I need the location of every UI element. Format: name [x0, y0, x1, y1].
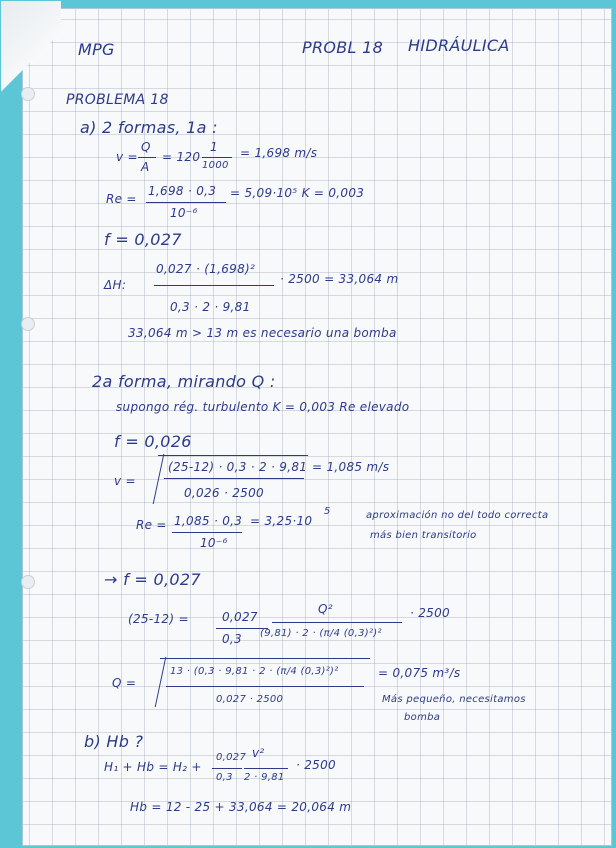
headloss-den: 0,3 · 2 · 9,81	[170, 300, 251, 314]
binder-hole	[21, 317, 35, 331]
headloss-num: 0,027 · (1,698)²	[156, 262, 256, 276]
hb-eq-num1: 0,027	[216, 752, 247, 763]
headloss-lhs: ΔH:	[104, 278, 127, 292]
second-method-heading: 2a forma, mirando Q :	[92, 372, 276, 391]
reynolds2-result: = 3,25·10	[250, 514, 313, 528]
velocity-lhs: v =	[116, 150, 138, 164]
reynolds2-exponent: 5	[324, 506, 331, 517]
flow-eq-den2: (9,81) · 2 · (π/4 (0,3)²)²	[260, 628, 382, 639]
flow-num: 13 · (0,3 · 9,81 · 2 · (π/4 (0,3)²)²	[170, 666, 339, 677]
flow-eq-den1: 0,3	[222, 632, 242, 646]
hb-final: Hb = 12 - 25 + 33,064 = 20,064 m	[130, 800, 352, 814]
author-initials: MPG	[78, 40, 115, 59]
flow-lhs: Q =	[112, 676, 137, 690]
fraction-bar	[172, 532, 242, 533]
flow-eq-lhs: (25-12) =	[128, 612, 189, 626]
fraction-bar	[146, 202, 226, 203]
reynolds2-num: 1,085 · 0,3	[174, 514, 243, 528]
subject-label: HIDRÁULICA	[408, 36, 510, 55]
hb-eq-den1: 0,3	[216, 772, 233, 783]
hb-eq-num2: v²	[252, 746, 265, 760]
part-a-heading: a) 2 formas, 1a :	[80, 118, 218, 137]
velocity-num2: 1	[210, 140, 218, 154]
fraction-bar	[166, 686, 364, 687]
velocity2-den: 0,026 · 2500	[184, 486, 264, 500]
hb-eq-lhs: H₁ + Hb = H₂ +	[104, 760, 202, 774]
flow-eq-num2: Q²	[318, 602, 333, 616]
reynolds-num: 1,698 · 0,3	[148, 184, 217, 198]
flow-note-1: Más pequeño, necesitamos	[382, 694, 526, 705]
problem-title: PROBLEMA 18	[66, 92, 169, 108]
velocity2-result: = 1,085 m/s	[312, 460, 390, 474]
reynolds2-lhs: Re =	[136, 518, 167, 532]
fraction-bar	[244, 768, 288, 769]
approximation-note-1: aproximación no del todo correcta	[366, 510, 549, 521]
reynolds2-den: 10⁻⁶	[200, 536, 228, 550]
fraction-bar	[138, 157, 156, 158]
velocity-num: Q	[141, 140, 151, 154]
reynolds-lhs: Re =	[106, 192, 137, 206]
fraction-bar	[202, 157, 232, 158]
friction-factor: f = 0,027	[104, 230, 182, 249]
binder-hole	[21, 87, 35, 101]
reynolds-result: = 5,09·10⁵ K = 0,003	[230, 186, 365, 200]
hb-eq-den2: 2 · 9,81	[244, 772, 285, 783]
velocity-den: A	[141, 160, 150, 174]
headloss-result: · 2500 = 33,064 m	[280, 272, 399, 286]
friction-factor-2: f = 0,026	[114, 432, 192, 451]
hb-eq-result: · 2500	[296, 758, 336, 772]
conclusion-pump: 33,064 m > 13 m es necesario una bomba	[128, 326, 397, 340]
flow-eq-result: · 2500	[410, 606, 450, 620]
approximation-note-2: más bien transitorio	[370, 530, 477, 541]
flow-note-2: bomba	[404, 712, 441, 723]
fraction-bar	[154, 285, 274, 286]
velocity2-lhs: v =	[114, 474, 136, 488]
assumption-line: supongo rég. turbulento K = 0,003 Re elevado	[116, 400, 410, 414]
reynolds-den: 10⁻⁶	[170, 206, 198, 220]
part-b-heading: b) Hb ?	[84, 732, 144, 751]
velocity-den2: 1000	[202, 160, 229, 171]
fraction-bar	[212, 768, 242, 769]
flow-den: 0,027 · 2500	[216, 694, 284, 705]
fraction-bar	[164, 478, 304, 479]
flow-eq-num1: 0,027	[222, 610, 258, 624]
velocity-mid: = 120	[162, 150, 201, 164]
velocity2-num: (25-12) · 0,3 · 2 · 9,81	[168, 460, 308, 474]
friction-factor-3: → f = 0,027	[104, 570, 201, 589]
fraction-bar	[272, 622, 402, 623]
velocity-result: = 1,698 m/s	[240, 146, 318, 160]
binder-hole	[21, 575, 35, 589]
problem-tag: PROBL 18	[302, 38, 384, 57]
flow-result: = 0,075 m³/s	[378, 666, 461, 680]
